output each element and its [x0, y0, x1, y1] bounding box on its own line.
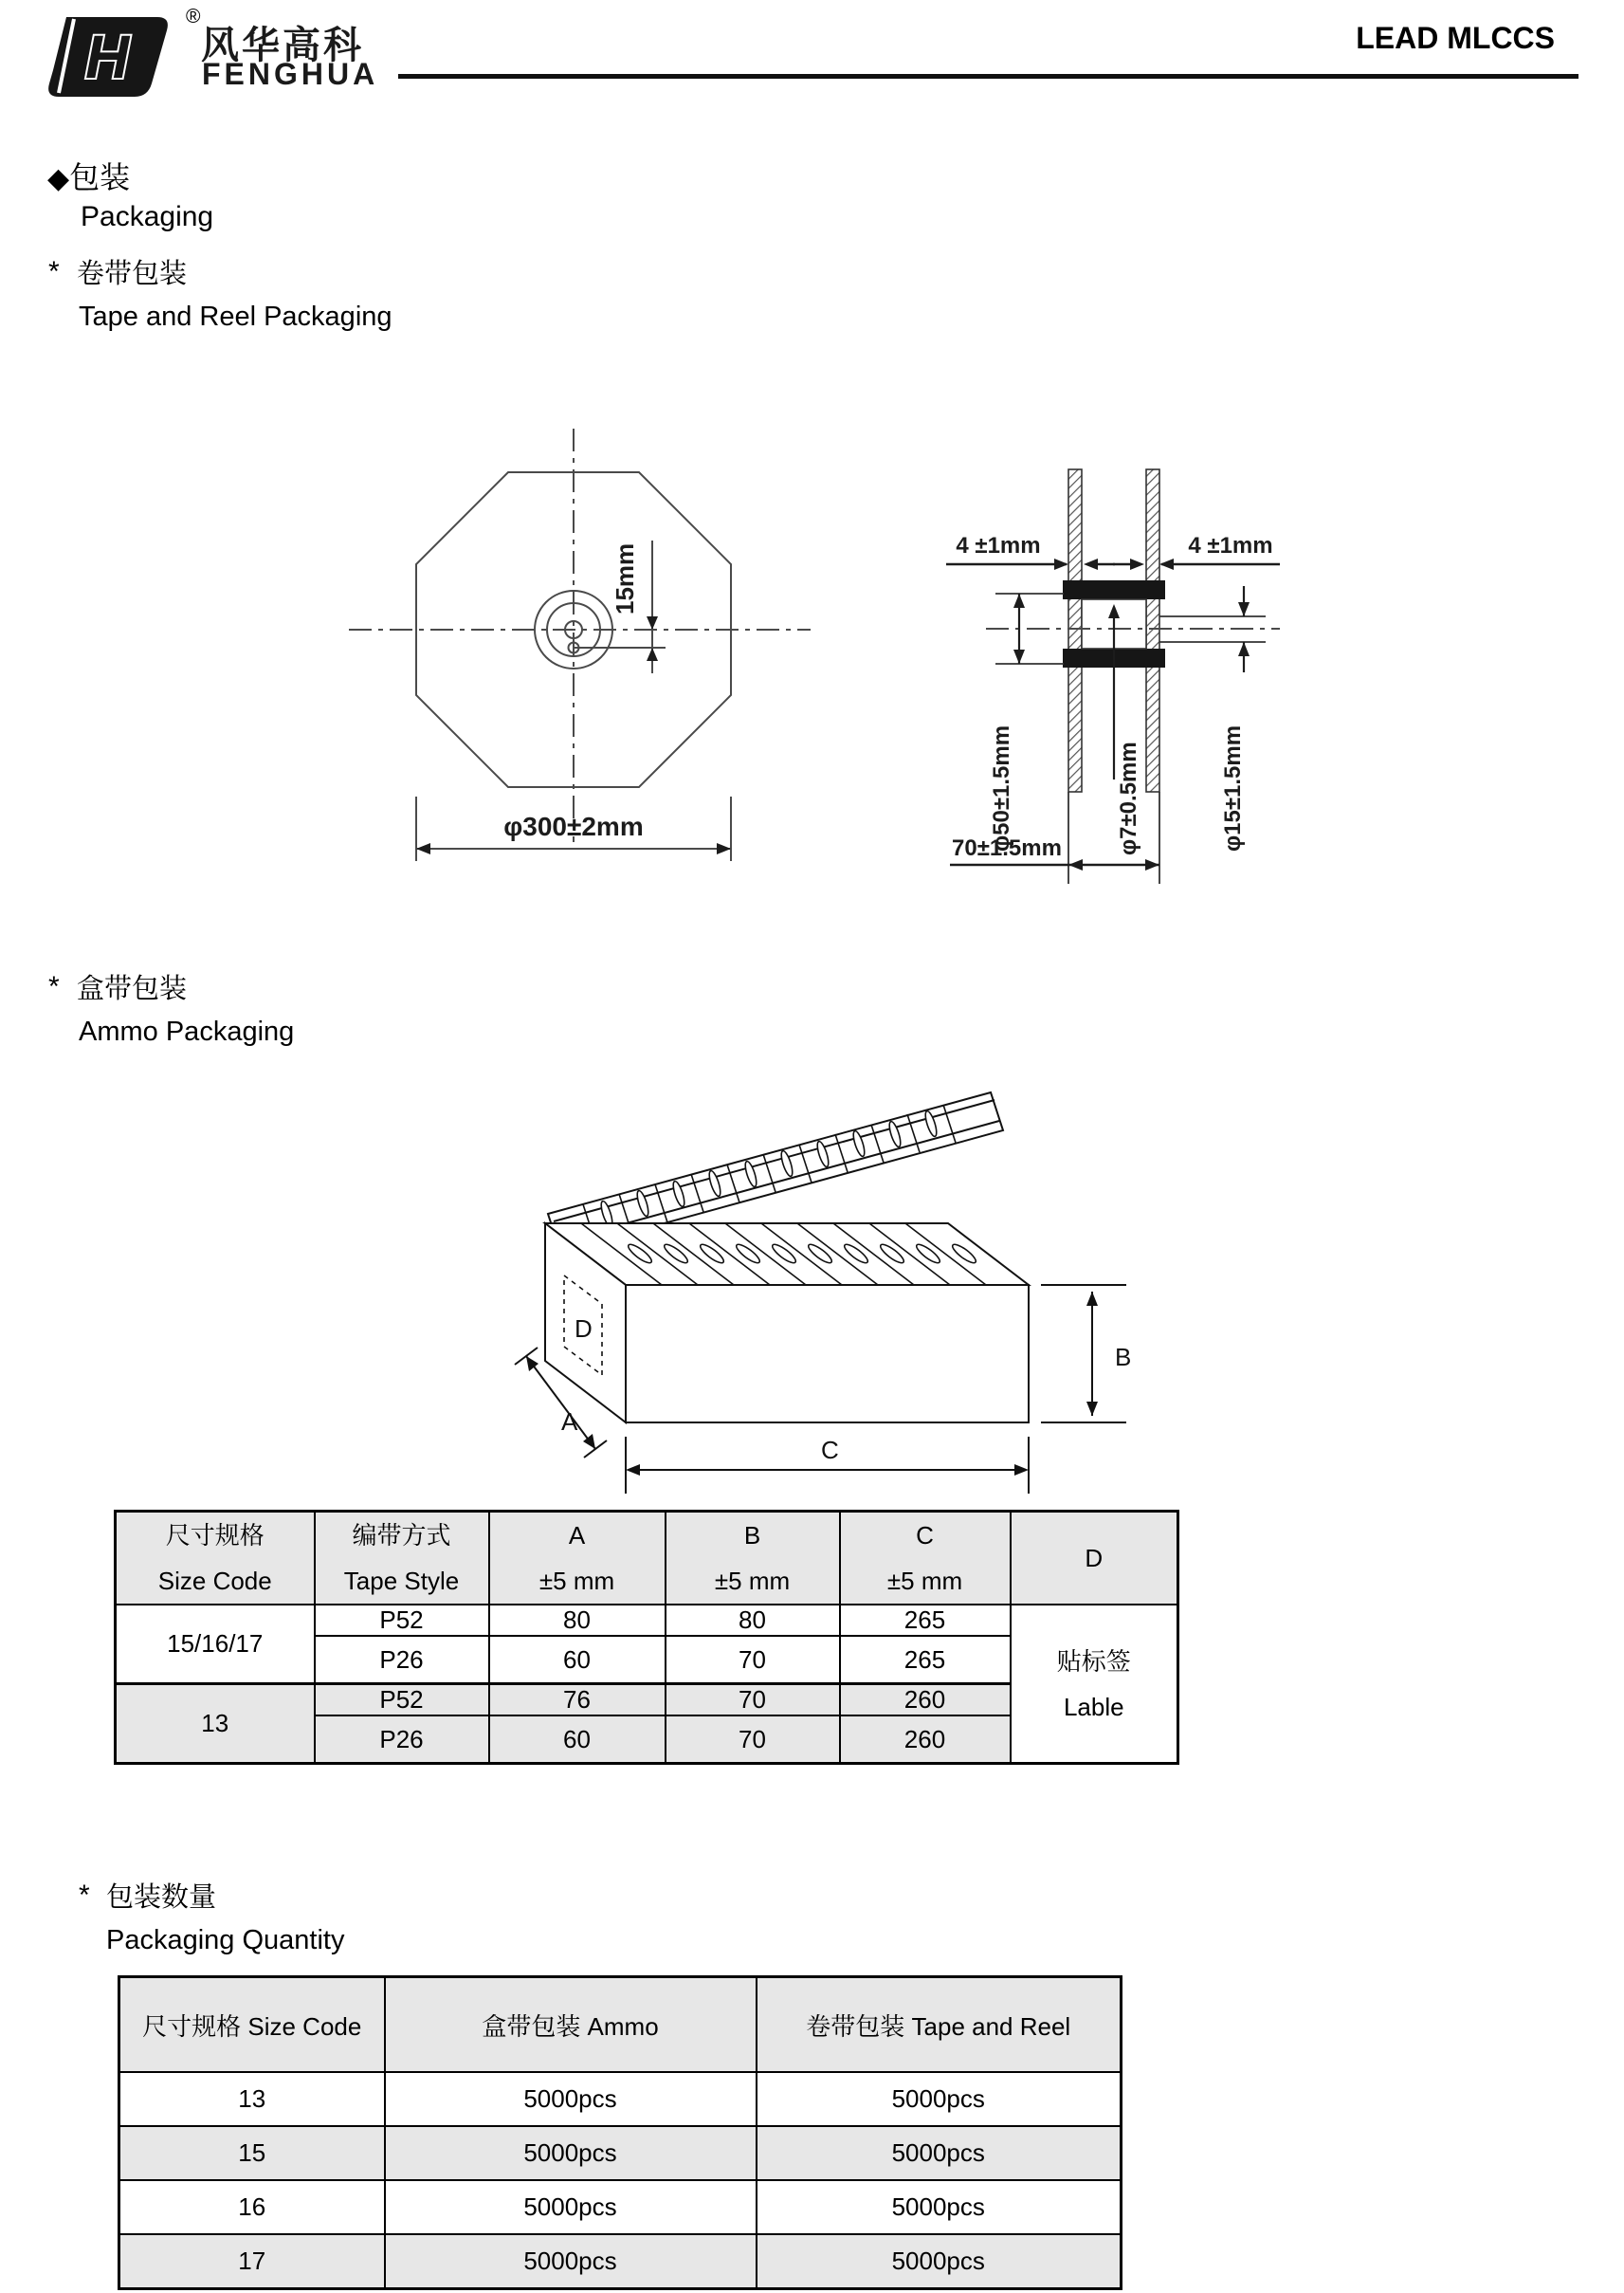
right-flange	[1146, 469, 1159, 792]
diamond-bullet: ◆	[47, 163, 70, 194]
left-flange	[1068, 469, 1082, 792]
table-row: 17 5000pcs 5000pcs	[119, 2234, 1122, 2289]
dim-a-label: A	[561, 1407, 578, 1436]
flange-thickness-left-label: 4 ±1mm	[956, 533, 1041, 559]
table-row: 15/16/17 P52 80 80 265 贴标签 Lable	[116, 1605, 1178, 1636]
col-tape-reel: 卷带包装 Tape and Reel	[757, 1977, 1122, 2073]
section-packaging-title-en: Packaging	[81, 201, 214, 232]
asterisk-bullet: *	[79, 1880, 90, 1911]
header-rule	[398, 74, 1578, 79]
col-ammo: 盒带包装 Ammo	[385, 1977, 757, 2073]
hub-height-dim-label: 15mm	[611, 542, 639, 615]
quantity-table-header-row	[119, 1977, 1122, 2073]
tape-reel-diagram	[332, 417, 1327, 901]
brand-name-en: FENGHUA	[202, 57, 379, 91]
section-packaging-title-cn: ◆包装	[47, 160, 131, 194]
asterisk-bullet: *	[48, 256, 60, 287]
table-row: 16 5000pcs 5000pcs	[119, 2180, 1122, 2234]
ammo-box-diagram	[512, 1072, 1157, 1517]
registered-mark: ®	[186, 6, 201, 28]
table-row: 13 5000pcs 5000pcs	[119, 2072, 1122, 2126]
dimension-table	[114, 1510, 1179, 1765]
table-row: P26 60 70 260	[116, 1715, 1178, 1764]
brand-name-cn: 风华高科	[201, 25, 364, 66]
hub-plate-top	[1063, 580, 1165, 599]
logo-monogram: H	[85, 23, 130, 91]
ammo-title-en: Ammo Packaging	[79, 1017, 295, 1047]
dimension-table-header-row	[116, 1512, 1178, 1605]
dim-d-label: D	[575, 1314, 593, 1343]
table-row: 15 5000pcs 5000pcs	[119, 2126, 1122, 2180]
ammo-title-cn: 盒带包装	[77, 974, 188, 1004]
col-d: D	[1011, 1512, 1178, 1605]
outer-diameter-dim-label: φ300±2mm	[503, 812, 644, 841]
quantity-title-cn: 包装数量	[106, 1882, 217, 1913]
table-row: P26 60 70 265	[116, 1636, 1178, 1684]
col-size-code: 尺寸规格 Size Code	[116, 1512, 315, 1605]
tape-reel-title-en: Tape and Reel Packaging	[79, 302, 392, 332]
asterisk-bullet: *	[48, 971, 60, 1002]
hole-diameter-label: φ7±0.5mm	[1116, 742, 1141, 855]
table-row: 13 P52 76 70 260	[116, 1684, 1178, 1716]
hub-diameter-label: φ50±1.5mm	[989, 725, 1014, 852]
quantity-table	[118, 1975, 1122, 2290]
reel-front-view	[349, 429, 811, 861]
flange-thickness-right-label: 4 ±1mm	[1188, 533, 1273, 559]
ammo-front-face	[626, 1285, 1029, 1422]
col-tape-style: 编带方式 Tape Style	[315, 1512, 489, 1605]
dim-b-label: B	[1115, 1343, 1132, 1371]
d-value-cell: 贴标签 Lable	[1011, 1605, 1178, 1764]
reel-width-label: 70±1.5mm	[952, 835, 1062, 861]
col-b: B ±5 mm	[666, 1512, 840, 1605]
fenghua-logo-mark	[46, 9, 188, 100]
small-diameter-label: φ15±1.5mm	[1220, 725, 1246, 852]
col-size: 尺寸规格 Size Code	[119, 1977, 385, 2073]
tape-reel-title-cn: 卷带包装	[77, 259, 188, 289]
col-c: C ±5 mm	[840, 1512, 1011, 1605]
size-code-cell: 15/16/17	[116, 1605, 315, 1684]
page-title: LEAD MLCCS	[1356, 21, 1555, 55]
col-a: A ±5 mm	[489, 1512, 666, 1605]
ammo-box-body	[545, 1092, 1029, 1422]
dim-c-label: C	[821, 1436, 839, 1464]
size-code-cell: 13	[116, 1684, 315, 1764]
fenghua-logo	[46, 9, 188, 100]
quantity-title-en: Packaging Quantity	[106, 1925, 345, 1955]
